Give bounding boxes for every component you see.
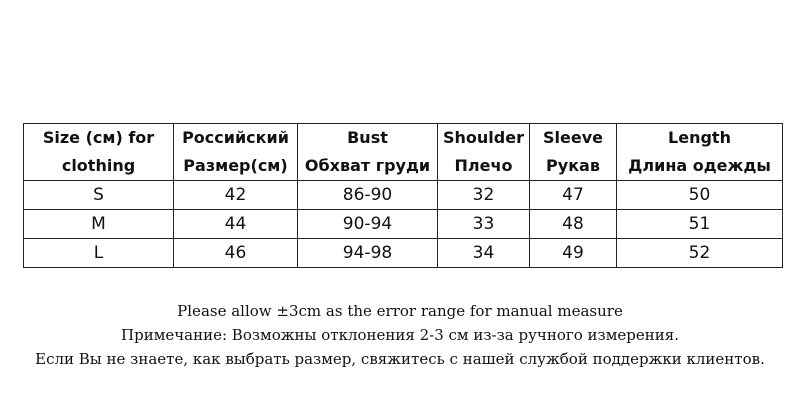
cell-shoulder: 34 [438,239,530,268]
cell-sleeve: 47 [530,181,617,210]
header-sleeve-line2: Рукав [546,156,600,175]
cell-size: L [24,239,174,268]
measurement-notes [0,299,800,371]
header-shoulder-line1: Shoulder [443,128,524,147]
header-russian-size [174,124,298,181]
header-size-line2: clothing [61,156,136,175]
size-chart-table [23,123,783,268]
cell-shoulder: 32 [438,181,530,210]
cell-russian-size: 46 [174,239,298,268]
cell-length: 50 [617,181,783,210]
cell-russian-size: 44 [174,210,298,239]
cell-length: 52 [617,239,783,268]
table-row [24,181,783,210]
header-length-line1: Length [668,128,731,147]
cell-russian-size: 42 [174,181,298,210]
header-length-line2: Длина одежды [628,156,771,175]
header-sleeve [530,124,617,181]
header-length [617,124,783,181]
header-size-line1: Size (см) for [42,128,155,147]
cell-length: 51 [617,210,783,239]
cell-shoulder: 33 [438,210,530,239]
note-error-range-ru: Примечание: Возможны отклонения 2-3 см из-за ручного измерения. [121,326,679,344]
table-row [24,239,783,268]
header-size [24,124,174,181]
cell-sleeve: 49 [530,239,617,268]
cell-bust: 94-98 [298,239,438,268]
cell-size: M [24,210,174,239]
header-bust-line1: Bust [347,128,388,147]
header-bust-line2: Обхват груди [304,156,431,175]
cell-size: S [24,181,174,210]
header-sleeve-line1: Sleeve [543,128,603,147]
table-row [24,210,783,239]
header-bust [298,124,438,181]
header-russian-size-line2: Размер(см) [183,156,288,175]
table-header-row [24,124,783,181]
note-contact-support: Если Вы не знаете, как выбрать размер, свяжитесь с нашей службой поддержки клиентов. [35,350,765,368]
cell-sleeve: 48 [530,210,617,239]
cell-bust: 90-94 [298,210,438,239]
header-shoulder-line2: Плечо [454,156,513,175]
header-shoulder [438,124,530,181]
note-error-range-en: Please allow ±3cm as the error range for manual measure [177,302,623,320]
cell-bust: 86-90 [298,181,438,210]
header-russian-size-line1: Российский [182,128,289,147]
